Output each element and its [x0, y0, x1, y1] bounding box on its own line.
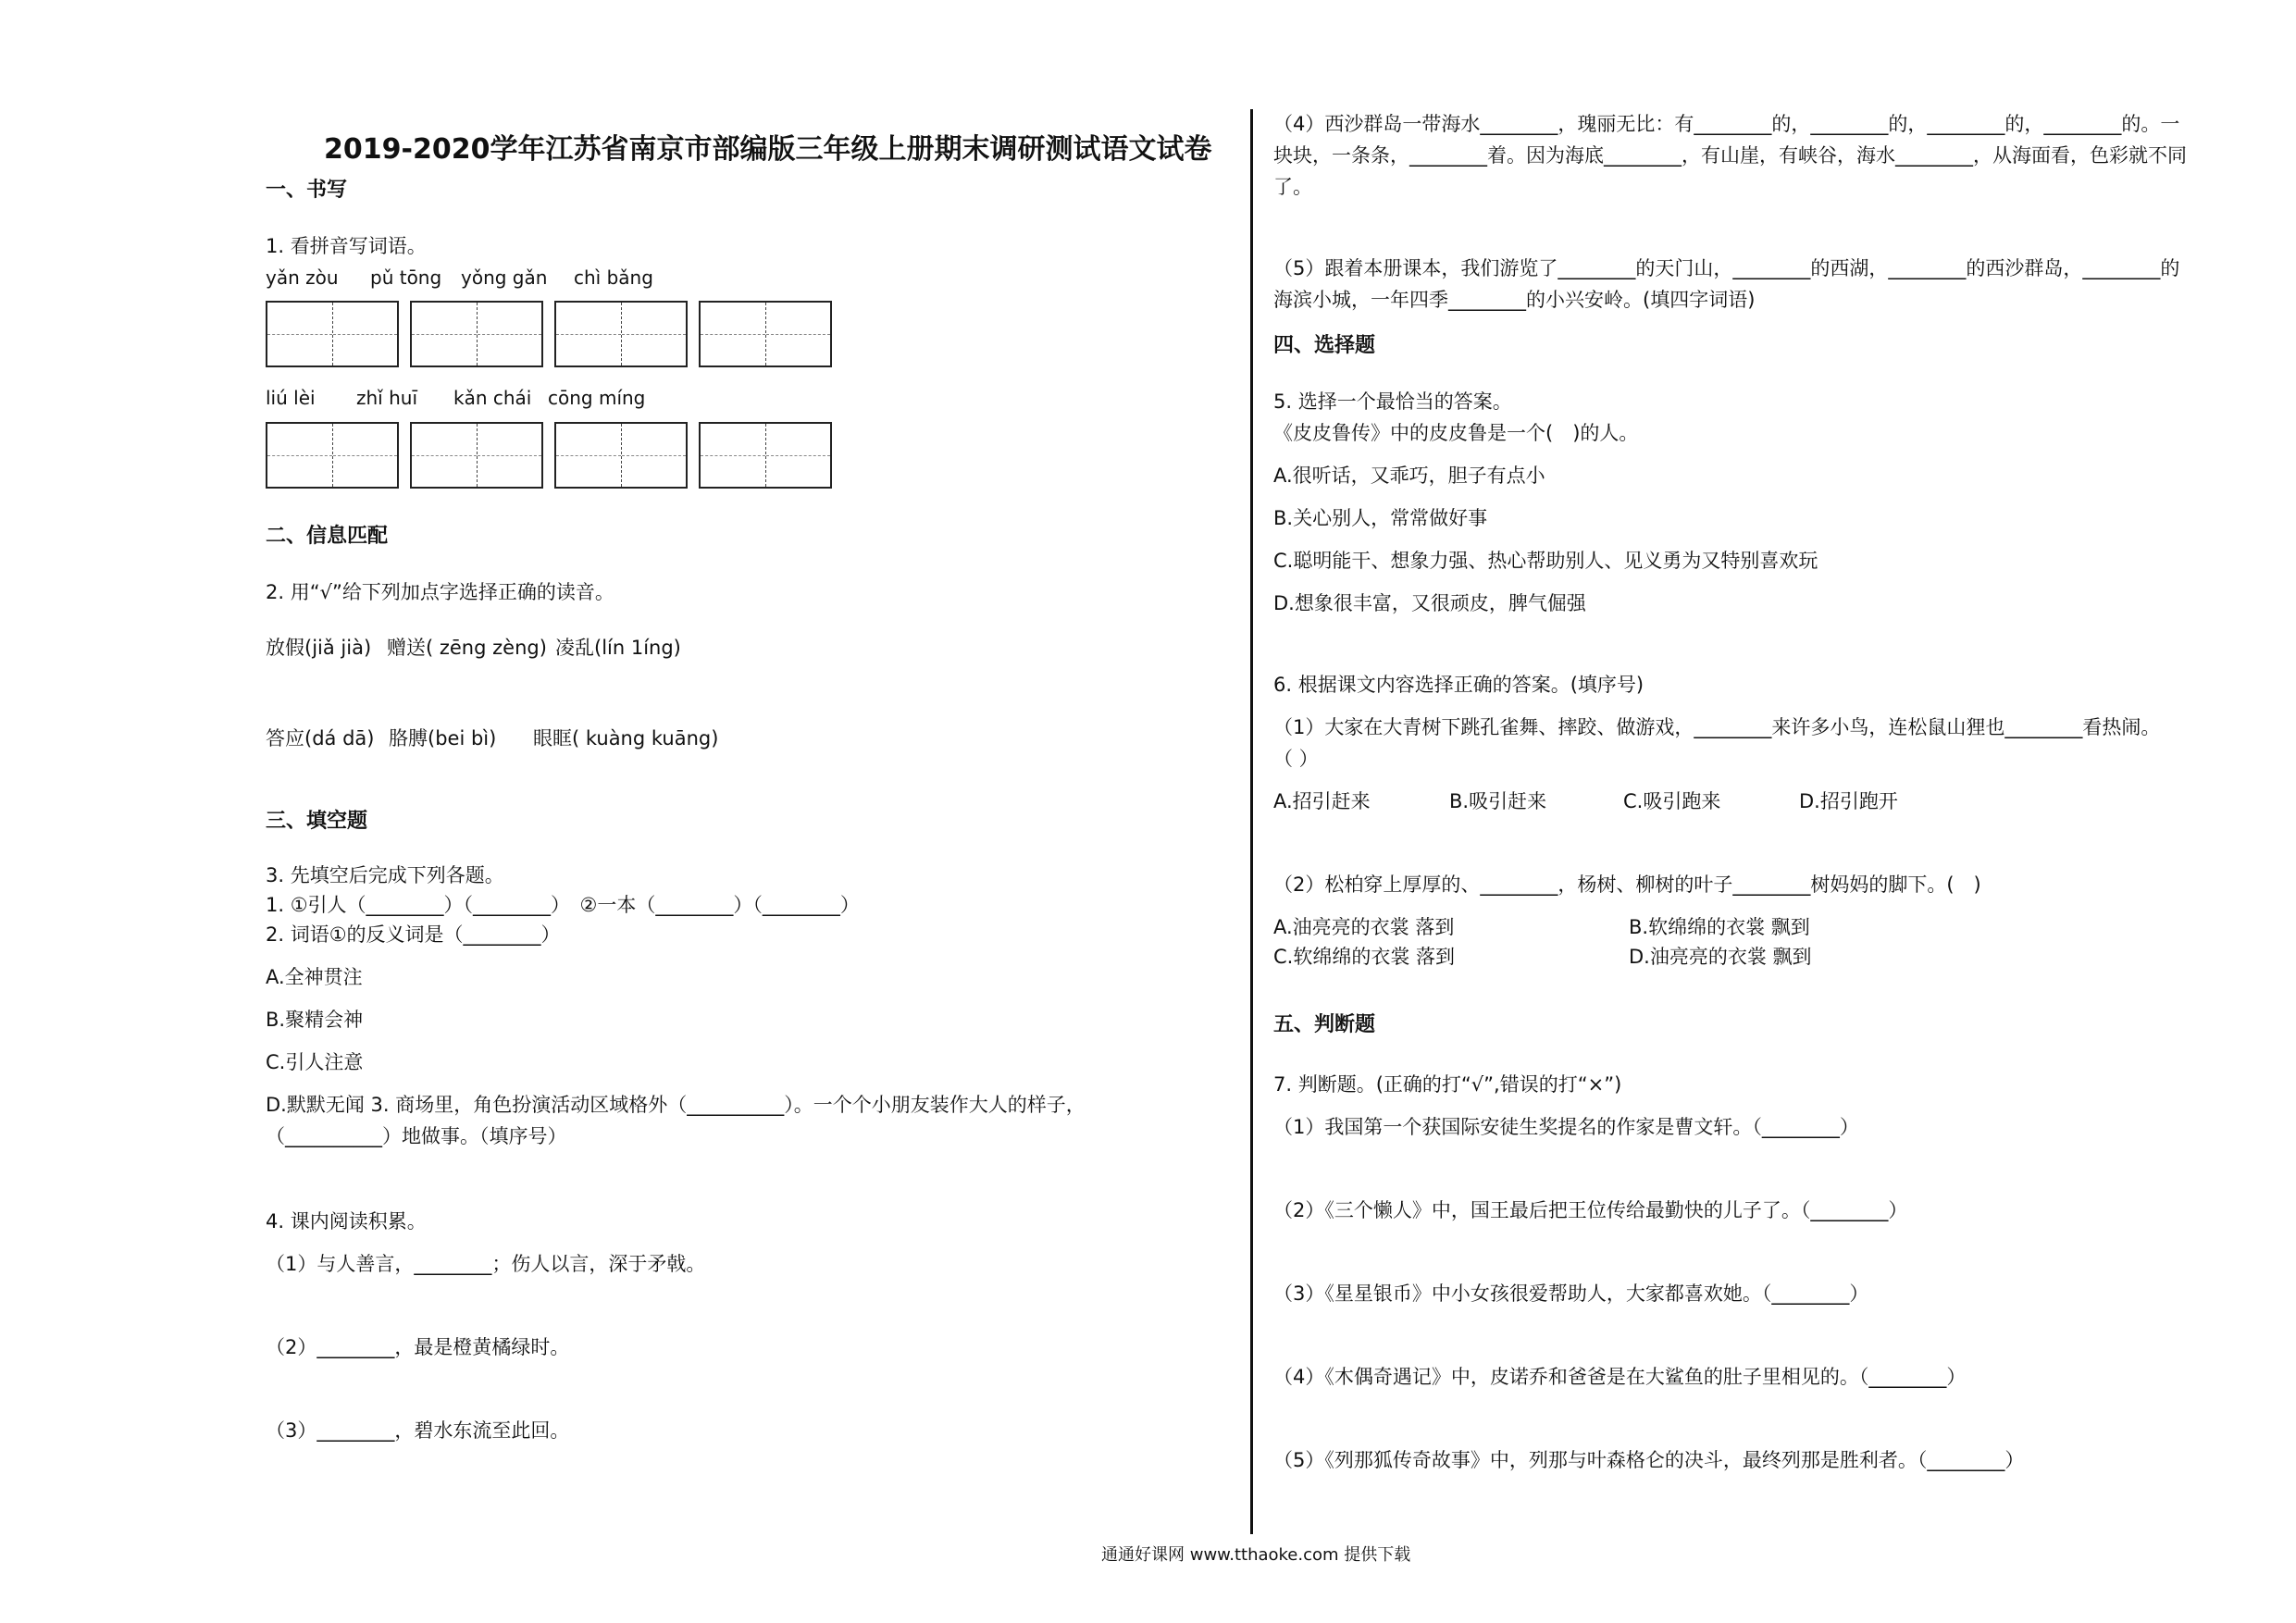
q6-option: B.软绵绵的衣裳 飘到	[1629, 916, 1810, 938]
q6-option: D.招引跑开	[1799, 790, 1898, 812]
q3-option: B.聚精会神	[266, 1009, 364, 1031]
pinyin-label: kǎn chái	[453, 387, 532, 409]
q5-question: 《皮皮鲁传》中的皮皮鲁是一个( )的人。	[1273, 422, 1639, 444]
writing-box[interactable]	[699, 301, 832, 367]
q4-item: （4）西沙群岛一带海水________，瑰丽无比：有________的，________的，________的，________的。一	[1273, 113, 2180, 135]
pinyin-label: pǔ tōng	[370, 266, 442, 289]
writing-grid-row1	[266, 301, 832, 367]
q1-prompt: 1. 看拼音写词语。	[266, 235, 427, 257]
q3-option: A.全神贯注	[266, 966, 363, 988]
q5-option: A.很听话，又乖巧，胆子有点小	[1273, 465, 1545, 487]
column-divider	[1250, 109, 1253, 1534]
q6-option: C.吸引跑来	[1623, 790, 1721, 812]
q4-item: 块块，一条条，________着。因为海底________，有山崖，有峡谷，海水________，从海面看，色彩就不同	[1273, 144, 2187, 167]
q7-item: （3）《星星银币》中小女孩很爱帮助人，大家都喜欢她。（________）	[1273, 1282, 1869, 1305]
pronunciation-item: 眼眶( kuàng kuāng)	[533, 727, 719, 750]
q6-option: A.油亮亮的衣裳 落到	[1273, 916, 1455, 938]
q6-option: B.吸引赶来	[1449, 790, 1547, 812]
q4-item: （1）与人善言，________；伤人以言，深于矛戟。	[266, 1253, 706, 1275]
q6-prompt: 6. 根据课文内容选择正确的答案。(填序号)	[1273, 674, 1644, 696]
q4-item: （2）________，最是橙黄橘绿时。	[266, 1336, 570, 1358]
writing-box[interactable]	[410, 301, 543, 367]
q7-item: （4）《木偶奇遇记》中，皮诺乔和爸爸是在大鲨鱼的肚子里相见的。（________）	[1273, 1366, 1967, 1388]
q7-item: （5）《列那狐传奇故事》中，列那与叶森格仑的决斗，最终列那是胜利者。（________）	[1273, 1449, 2025, 1471]
q6-option: C.软绵绵的衣裳 落到	[1273, 946, 1456, 968]
writing-box[interactable]	[266, 301, 399, 367]
pronunciation-item: 胳膊(bei bì)	[389, 727, 497, 750]
q3-line: （__________）地做事。（填序号）	[266, 1125, 567, 1147]
q7-prompt: 7. 判断题。(正确的打“√”,错误的打“×”)	[1273, 1073, 1622, 1096]
pinyin-label: cōng míng	[548, 387, 646, 409]
q5-prompt: 5. 选择一个最恰当的答案。	[1273, 390, 1512, 413]
q6-option: A.招引赶来	[1273, 790, 1371, 812]
pronunciation-item: 答应(dá dā)	[266, 727, 375, 750]
pinyin-label: liú lèi	[266, 387, 316, 409]
q4-item: 海滨小城，一年四季________的小兴安岭。(填四字词语)	[1273, 289, 1756, 311]
page-title: 2019-2020学年江苏省南京市部编版三年级上册期末调研测试语文试卷	[324, 133, 1212, 166]
q6-sentence: （ ）	[1273, 748, 1319, 770]
q2-prompt: 2. 用“√”给下列加点字选择正确的读音。	[266, 581, 614, 603]
q7-item: （2）《三个懒人》中，国王最后把王位传给最勤快的儿子了。（________）	[1273, 1199, 1908, 1221]
q3-option: C.引人注意	[266, 1051, 364, 1073]
pronunciation-item: 凌乱(lín 1íng)	[555, 637, 681, 659]
q5-option: B.关心别人，常常做好事	[1273, 507, 1488, 529]
writing-box[interactable]	[410, 422, 543, 489]
q3-line: 1. ①引人（________）（________） ②一本（________）（________）	[266, 894, 860, 916]
pinyin-label: yǒng gǎn	[461, 266, 548, 289]
section-heading-matching: 二、信息匹配	[266, 525, 389, 548]
pinyin-label: yǎn zòu	[266, 266, 339, 289]
q4-item: （3）________，碧水东流至此回。	[266, 1419, 570, 1442]
section-heading-judgement: 五、判断题	[1273, 1013, 1376, 1036]
section-heading-writing: 一、书写	[266, 179, 348, 202]
q5-option: D.想象很丰富，又很顽皮，脾气倔强	[1273, 592, 1586, 614]
q4-prompt: 4. 课内阅读积累。	[266, 1210, 427, 1233]
pinyin-label: chì bǎng	[574, 266, 653, 289]
writing-box[interactable]	[554, 301, 688, 367]
pinyin-label: zhǐ huī	[356, 387, 417, 409]
footer-text: 通通好课网 www.tthaoke.com 提供下载	[1101, 1545, 1411, 1565]
q5-option: C.聪明能干、想象力强、热心帮助别人、见义勇为又特别喜欢玩	[1273, 550, 1818, 572]
writing-box[interactable]	[554, 422, 688, 489]
q4-item: （5）跟着本册课本，我们游览了________的天门山，________的西湖，________的西沙群岛，________的	[1273, 257, 2180, 279]
writing-grid-row2	[266, 422, 832, 489]
section-heading-choice: 四、选择题	[1273, 334, 1376, 357]
q3-line: 2. 词语①的反义词是（________）	[266, 923, 561, 946]
q6-option: D.油亮亮的衣裳 飘到	[1629, 946, 1812, 968]
writing-box[interactable]	[266, 422, 399, 489]
q3-line: D.默默无闻 3. 商场里，角色扮演活动区域格外（__________）。一个个小朋友装作大人的样子，	[266, 1094, 1086, 1116]
q6-sentence: （2）松柏穿上厚厚的、________，杨树、柳树的叶子________树妈妈的脚下。( )	[1273, 873, 1981, 896]
q6-sentence: （1）大家在大青树下跳孔雀舞、摔跤、做游戏，________来许多小鸟，连松鼠山狸也________看热闹。	[1273, 716, 2161, 738]
q7-item: （1）我国第一个获国际安徒生奖提名的作家是曹文轩。（________）	[1273, 1116, 1859, 1138]
q4-item: 了。	[1273, 176, 1312, 198]
section-heading-fill: 三、填空题	[266, 810, 368, 833]
writing-box[interactable]	[699, 422, 832, 489]
q3-prompt: 3. 先填空后完成下列各题。	[266, 864, 504, 886]
pronunciation-item: 放假(jiǎ jià)	[266, 637, 372, 659]
pronunciation-item: 赠送( zēng zèng)	[387, 637, 547, 659]
